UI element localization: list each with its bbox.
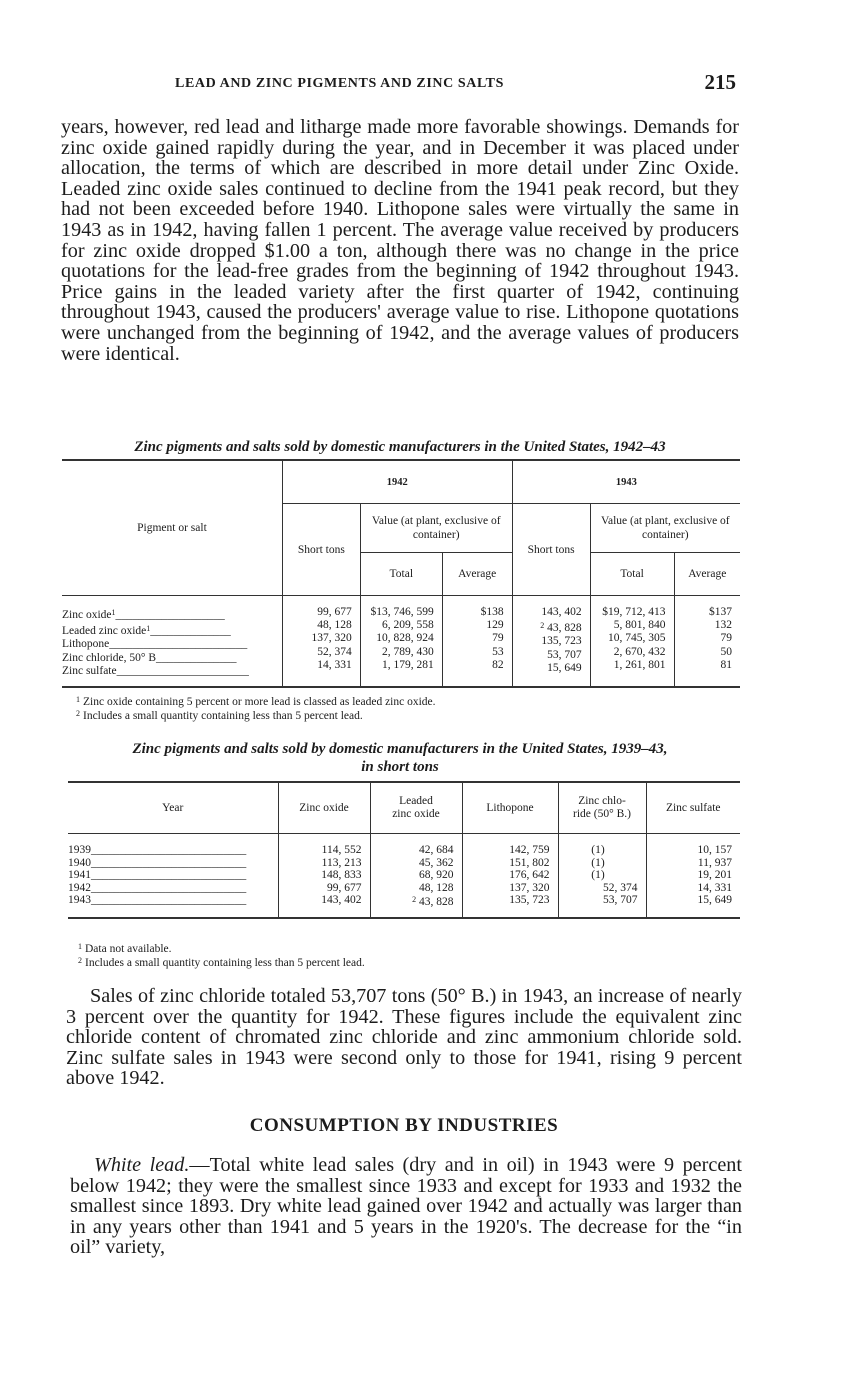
col-header-average-1942: Average (442, 553, 512, 596)
table-2-lithopone-column: 142, 759 151, 802 176, 642 137, 320 135, 723 (462, 834, 558, 918)
col-header-short-tons-1943: Short tons (512, 504, 590, 596)
table-2-sulfate-column: 10, 157 11, 937 19, 201 14, 331 15, 649 (697, 844, 732, 907)
paragraph-text: —Total white lead sales (dry and in oil) in 1943 were 9 percent below 1942; they were the smallest since 1933 and except for 1933 and 1932 the smallest since 1893. Dry white lead gained over 1942 and actually was larger than in any years other than 1941 and 5 years in the 1920's. The decrease for the “in oil” variety, (70, 1154, 742, 1259)
table-1-zinc-pigments-1942-43 (62, 459, 740, 688)
col-header-total-1942: Total (360, 553, 442, 596)
table-row-label: Leaded zinc oxide$^1$______________ (62, 624, 231, 638)
table-1-footnotes (76, 694, 436, 723)
col-header-zinc-sulfate: Zinc sulfate (646, 782, 740, 834)
table-1-names-column (62, 596, 282, 688)
col-header-average-1943: Average (674, 553, 740, 596)
body-paragraph-3 (70, 1155, 742, 1258)
col-header-leaded-zinc-oxide: Leaded zinc oxide (370, 782, 462, 834)
table-2-chloride-column: (1) (1) (1) 52, 374 53, 707 (558, 834, 646, 918)
col-header-year-1942: 1942 (282, 460, 512, 504)
table-2-zinc-pigments-1939-43 (68, 781, 740, 919)
table-1-value-total-1942: $13, 746, 599 6, 209, 558 10, 828, 924 2, 789, 430 1, 179, 281 (360, 596, 442, 688)
table-2-caption-line-1: Zinc pigments and salts sold by domestic manufacturers in the United States, 1939–43, (132, 741, 668, 757)
table-1-body (62, 596, 740, 688)
body-paragraph-2: Sales of zinc chloride totaled 53,707 tons (50° B.) in 1943, an increase of nearly 3 percent over the quantity for 1942. These figures include the equivalent zinc chloride content of chromated zinc chloride and zinc ammonium chloride sold. Zinc sulfate sales in 1943 were second only to those for 1941, rising 9 percent above 1942. (66, 985, 742, 1090)
col-header-lithopone: Lithopone (462, 782, 558, 834)
col-header-value-1942: Value (at plant, exclusive of container) (360, 504, 512, 553)
table-2-caption-line-2: in short tons (361, 759, 439, 775)
footnote: $^2$ Includes a small quantity containing less than 5 percent lead. (78, 956, 365, 970)
body-paragraph-1: years, however, red lead and litharge made more favorable showings. Demands for zinc oxide gained rapidly during the year, and in December it was placed under allocation, the terms of which are described in more detail under Zinc Oxide. Leaded zinc oxide sales continued to decline from the 1941 peak record, but they had not been exceeded before 1940. Lithopone sales were virtually the same in 1943 as in 1942, having fallen 1 percent. The average value received by producers for zinc oxide dropped $1.00 a ton, although there was no change in the price quotations for the lead-free grades from the beginning of 1942 throughout 1943. Price gains in the leaded variety after the first quarter of 1942, continuing throughout 1943, caused the producers' average value to rise. Lithopone quotations were unchanged from the beginning of 1942, and the average values of producers were identical. (61, 116, 739, 365)
running-title: LEAD AND ZINC PIGMENTS AND ZINC SALTS (175, 76, 504, 91)
table-1-caption: Zinc pigments and salts sold by domestic manufacturers in the United States, 1942–43 (134, 439, 666, 455)
col-header-year-1943: 1943 (512, 460, 740, 504)
paragraph-lead-in: White lead. (94, 1154, 190, 1176)
col-header-total-1943: Total (590, 553, 674, 596)
table-row-label: Zinc chloride, 50° B______________ (62, 651, 237, 664)
table-1-value-average-1942: $138 129 79 53 82 (442, 596, 512, 688)
table-row-label: Lithopone________________________ (62, 638, 248, 651)
table-1-value-average-1943: $137 132 79 50 81 (709, 606, 732, 671)
running-header (60, 70, 740, 100)
table-1-short-tons-1943: 143, 402 $^2$ 43, 828 135, 723 53, 707 15, 649 (512, 596, 590, 688)
table-2-caption (55, 740, 745, 776)
section-heading: CONSUMPTION BY INDUSTRIES (249, 1115, 559, 1136)
table-2-footnotes (78, 941, 365, 970)
footnote: $^1$ Data not available. (78, 942, 172, 955)
table-2-zinc-oxide-column: 114, 552 113, 213 148, 833 99, 677 143, 402 (278, 834, 370, 918)
col-header-value-1943: Value (at plant, exclusive of container) (600, 515, 730, 541)
footnote: $^2$ Includes a small quantity containing less than 5 percent lead. (76, 709, 363, 723)
table-2-years-column: 1939___________________________ 1940___________________________ 1941___________________________ 1942___________________________ 1943___________________________ (68, 834, 278, 918)
col-header-zinc-chloride: Zinc chlo- ride (50° B.) (558, 782, 646, 834)
col-header-zinc-oxide: Zinc oxide (278, 782, 370, 834)
table-row-label: Zinc oxide$^1$___________________ (62, 608, 225, 621)
table-2-body (68, 834, 740, 918)
page-number: 215 (704, 70, 736, 94)
col-header-year: Year (68, 782, 278, 834)
table-1-value-total-1943: $19, 712, 413 5, 801, 840 10, 745, 305 2, 670, 432 1, 261, 801 (590, 596, 674, 688)
footnote: $^1$ Zinc oxide containing 5 percent or more lead is classed as leaded zinc oxide. (76, 695, 436, 708)
col-header-short-tons-1942: Short tons (282, 504, 360, 596)
table-1-short-tons-1942: 99, 677 48, 128 137, 320 52, 374 14, 331 (282, 596, 360, 688)
table-row-label: Zinc sulfate_______________________ (62, 664, 249, 677)
table-2-leaded-column: 42, 684 45, 362 68, 920 48, 128 $^2$ 43, 828 (370, 834, 462, 918)
col-header-pigment-or-salt: Pigment or salt (62, 460, 282, 596)
